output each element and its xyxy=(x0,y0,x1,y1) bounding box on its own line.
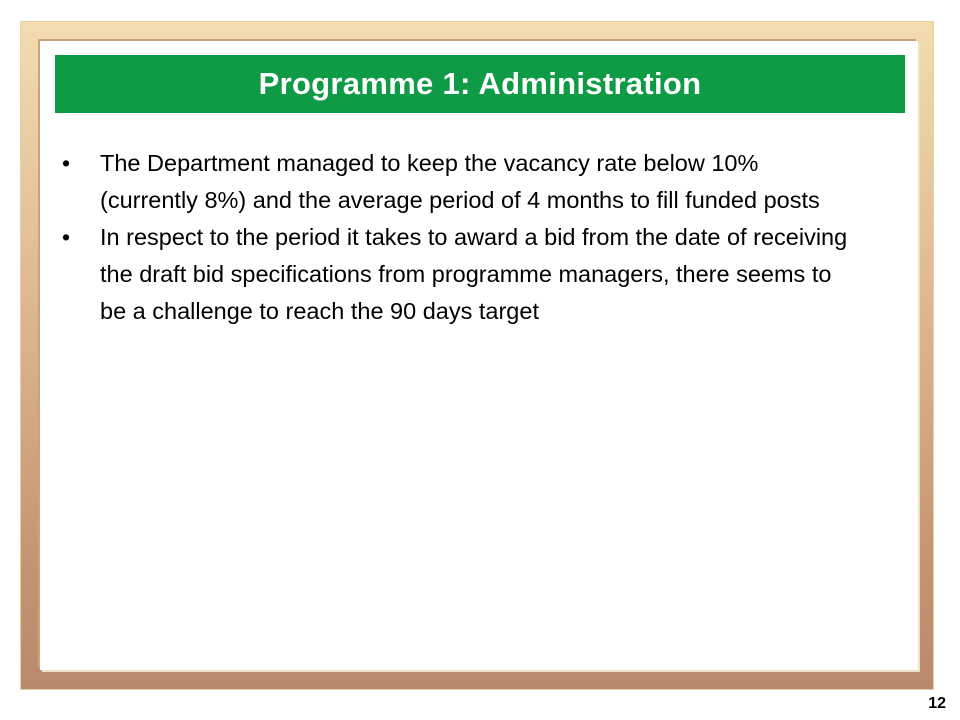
bullet-item xyxy=(60,145,860,219)
bullet-list xyxy=(60,145,860,330)
bullet-text: The Department managed to keep the vacancy rate below 10% (currently 8%) and the average period of 4 months to fill funded posts xyxy=(100,150,820,213)
bullet-marker: • xyxy=(62,224,71,250)
bullet-marker: • xyxy=(62,150,71,176)
slide-title: Programme 1: Administration xyxy=(258,66,702,101)
page-number: 12 xyxy=(928,695,946,712)
bullet-item xyxy=(60,219,860,330)
title-bar xyxy=(55,55,905,113)
bullet-text: In respect to the period it takes to award a bid from the date of receiving the draft bid specifications from programme managers, there seems to be a challenge to reach the 90 days target xyxy=(100,224,848,324)
slide-content-area xyxy=(40,41,918,670)
